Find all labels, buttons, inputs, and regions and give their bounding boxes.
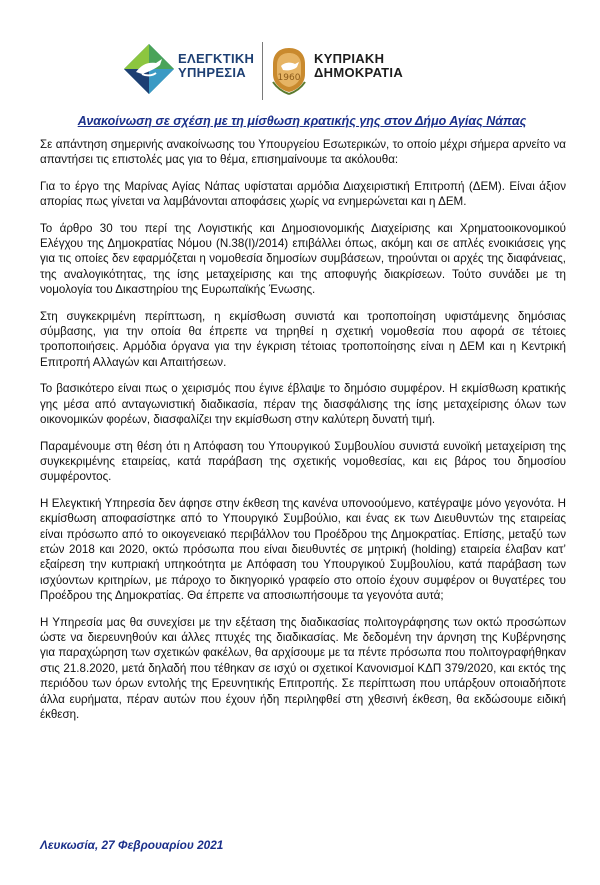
paragraph-7: Η Ελεγκτική Υπηρεσία δεν άφησε στην έκθεση της κανένα υπονοούμενο, κατέγραψε μόνο γεγονότα. Η εκμίσθωση αποφασίστηκε από το Υπουργικό Συμβούλιο, και ένας εκ των Διευθυντών της εταιρείας είναι πρόσωπο από το οικογενειακό περιβάλλον του Προέδρου της Δημοκρατίας. Επίσης, μεταξύ των ετών 2018 και 2020, οκτώ πρόσωπα που είναι διευθυντές σε μητρική (holding) εταιρεία έλαβαν κατ’ εξαίρεση την κυπριακή υπηκοότητα με Απόφαση του Υπουργικού Συμβουλίου, κατά παράβαση των ισχύοντων κριτηρίων, με πάροχο το δικηγορικό γραφείο στο οποίο έχουν συμφέρον οι θυγατέρες του Προέδρου της Δημοκρατίας. Θα έπρεπε να αποσιωπήσουμε τα γεγονότα αυτά; (40, 496, 566, 603)
audit-office-logo-icon (122, 42, 176, 96)
paragraph-5: Το βασικότερο είναι πως ο χειρισμός που έγινε έβλαψε το δημόσιο συμφέρον. Η εκμίσθωση κρατικής γης μέσα από ανταγωνιστική διαδικασία, πέραν της διασφάλισης της ίσης μεταχείρισης όλων των οικονομικών φορέων, διασφαλίζει την εκμίσθωση στην καλύτερη δυνατή τιμή. (40, 382, 566, 427)
logo-divider (262, 42, 263, 100)
cyprus-coat-of-arms-icon (269, 42, 309, 96)
audit-office-line2: ΥΠΗΡΕΣΙΑ (178, 65, 246, 80)
announcement-title: Ανακοίνωση σε σχέση με τη μίσθωση κρατικής γης στον Δήμο Αγίας Νάπας (77, 114, 527, 128)
cyprus-republic-line1: ΚΥΠΡΙΑΚΗ (314, 51, 385, 66)
paragraph-2: Για το έργο της Μαρίνας Αγίας Νάπας υφίσταται αρμόδια Διαχειριστική Επιτροπή (ΔΕΜ). Είναι άξιον απορίας πως γίνεται να λαμβάνονται αποφάσεις χωρίς να ενημερώνεται και η ΔΕΜ. (40, 179, 566, 209)
paragraph-3: Το άρθρο 30 του περί της Λογιστικής και Δημοσιονομικής Διαχείρισης και Χρηματοοικονομικού Ελέγχου της Δημοκρατίας Νόμου (Ν.38(Ι)/2014) επιβάλλει όπως, ακόμη και σε απλές ενοικιάσεις γης για τις οποίες δεν εφαρμόζεται η νομοθεσία δημοσίων συμβάσεων, τηρούνται οι αρχές της διαφάνειας, της αναλογικότητας, της ίσης μεταχείρισης και της αποφυγής διακρίσεων. Τούτο συνάδει με τη νομολογία του Δικαστηρίου της Ευρωπαϊκής Ένωσης. (40, 221, 566, 297)
cyprus-republic-wordmark (314, 52, 403, 80)
header (0, 38, 600, 100)
paragraph-6: Παραμένουμε στη θέση ότι η Απόφαση του Υπουργικού Συμβουλίου συνιστά ευνοϊκή μεταχείριση της συγκεκριμένης εταιρείας, κατά παράβαση της σχετικής νομοθεσίας, και εις βάρος του δημοσίου συμφέροντος. (40, 439, 566, 484)
cyprus-republic-line2: ΔΗΜΟΚΡΑΤΙΑ (314, 65, 404, 80)
paragraph-4: Στη συγκεκριμένη περίπτωση, η εκμίσθωση συνιστά και τροποποίηση υφιστάμενης δημόσιας σύμβασης, για την οποία θα έπρεπε να τηρηθεί η σχετική νομοθεσία που αφορά σε τέτοιες τροποποιήσεις. Αρμόδια όργανα για την έγκριση τέτοιας τροποποίησης είναι η ΔΕΜ και η Κεντρική Επιτροπή Αλλαγών και Απαιτήσεων. (40, 309, 566, 369)
paragraph-1: Σε απάντηση σημερινής ανακοίνωσης του Υπουργείου Εσωτερικών, το οποίο μέχρι σήμερα αρνείτο να απαντήσει τις επιστολές μας για το θέμα, επισημαίνουμε τα ακόλουθα: (40, 138, 566, 167)
audit-office-wordmark (178, 52, 254, 80)
svg-text:1960: 1960 (277, 73, 301, 83)
audit-office-line1: ΕΛΕΓΚΤΙΚΗ (178, 51, 255, 66)
signature-date: Λευκωσία, 27 Φεβρουαρίου 2021 (40, 838, 224, 852)
announcement-body (40, 137, 566, 733)
paragraph-8: Η Υπηρεσία μας θα συνεχίσει με την εξέταση της διαδικασίας πολιτογράφησης των οκτώ προσώπων ώστε να διερευνηθούν και άλλες πτυχές της διαδικασίας. Με δεδομένη την άρνηση της Κυβέρνησης για παραχώρηση των σχετικών φακέλων, θα αρχίσουμε με τα πέντε πρόσωπα που πολιτογραφήθηκαν στις 21.8.2020, μετά δηλαδή που τέθηκαν σε ισχύ οι σχετικοί Κανονισμοί ΚΔΠ 379/2020, και εκτός της περιόδου των όρων εντολής της Ερευνητικής Επιτροπής. Σε περίπτωση που υπάρξουν οποιαδήποτε άλλα ευρήματα, πέραν αυτών που έχουν ήδη περιληφθεί στη χθεσινή έκθεση, θα εκδώσουμε ειδική έκθεση. (40, 615, 566, 721)
